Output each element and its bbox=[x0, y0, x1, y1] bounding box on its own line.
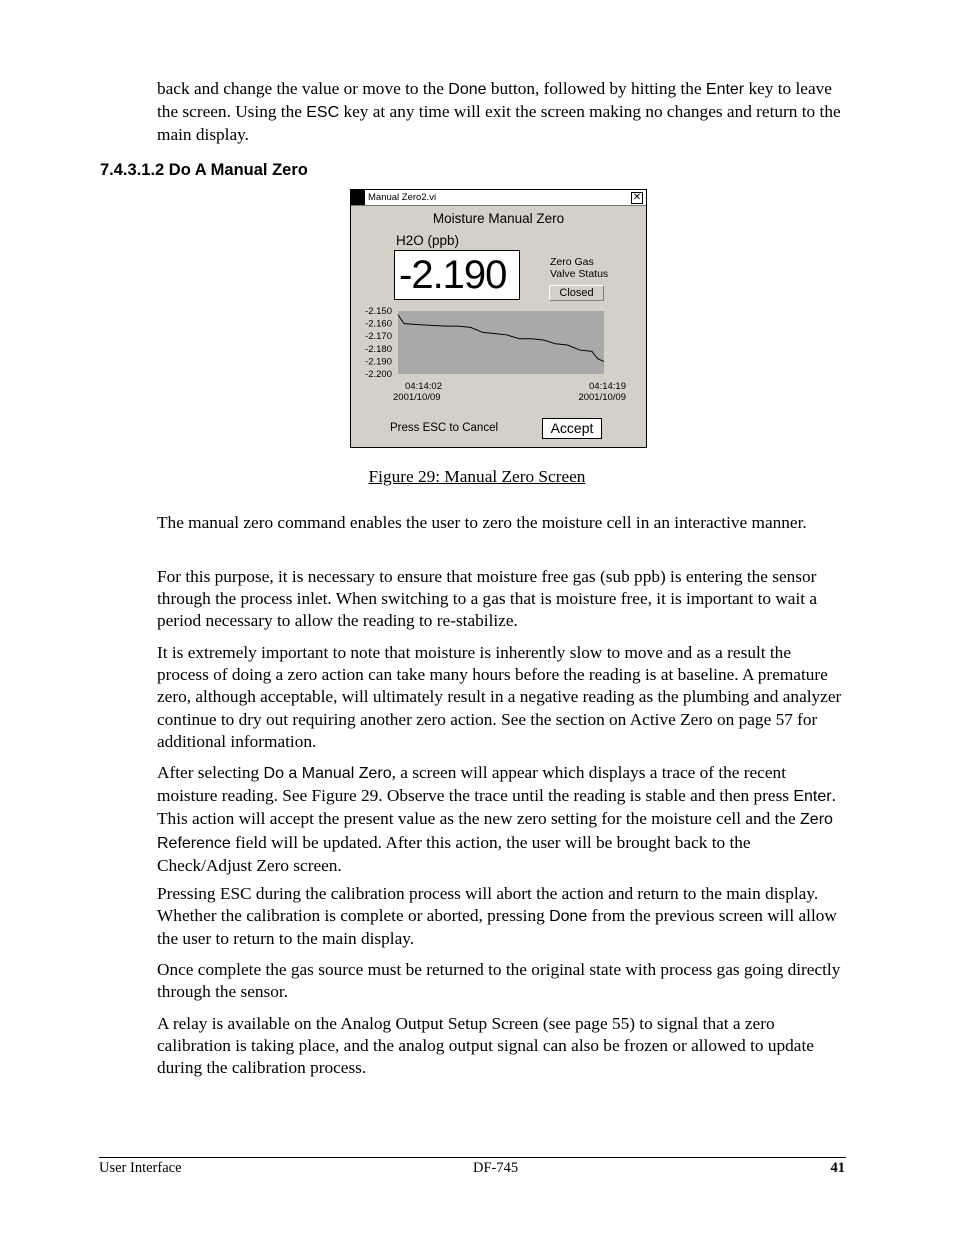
text-run: After selecting bbox=[157, 763, 264, 782]
body-paragraph-6 bbox=[157, 959, 847, 1003]
accept-button[interactable]: Accept bbox=[542, 418, 602, 439]
y-tick-label: -2.200 bbox=[365, 369, 392, 380]
text-run: Once complete the gas source must be returned to the original state with process gas going directly through the sensor. bbox=[157, 960, 841, 1002]
text-run: A relay is available on the Analog Output Setup Screen (see page 55) to signal that a zero calibration is taking place, and the analog output signal can also be frozen or allowed to update during the calibration process. bbox=[157, 1014, 814, 1078]
body-paragraph-4 bbox=[157, 762, 847, 877]
reading-display bbox=[394, 250, 520, 300]
figure-caption-wrap bbox=[0, 467, 954, 487]
text-run: button, followed by hitting the bbox=[486, 79, 706, 98]
ui-term: Enter bbox=[793, 788, 832, 806]
footer-rule bbox=[99, 1157, 846, 1158]
ui-term: Do a Manual Zero bbox=[263, 765, 392, 782]
ui-term: Zero Reference bbox=[157, 811, 833, 852]
ui-term: Enter bbox=[705, 81, 745, 98]
ui-term: Done bbox=[549, 908, 588, 926]
text-run: Pressing ESC during the calibration process will abort the action and return to the main display. Whether the calibration is complete or aborted, pressing bbox=[157, 884, 819, 926]
body-paragraph-7 bbox=[157, 1013, 847, 1080]
field-label: H2O (ppb) bbox=[396, 233, 460, 248]
body-paragraph-3 bbox=[157, 642, 847, 753]
footer-section: User Interface bbox=[99, 1160, 182, 1176]
ui-term: ESC bbox=[306, 104, 340, 122]
x-tick-time: 04:14:02 bbox=[405, 381, 442, 392]
figure-caption: Figure 29: Manual Zero Screen bbox=[368, 467, 586, 486]
text-run: back and change the value or move to the bbox=[157, 79, 449, 98]
close-icon[interactable]: ✕ bbox=[632, 192, 642, 203]
text-run: field will be updated. After this action, the user will be brought back to the Check/Adjust Zero screen. bbox=[157, 832, 751, 875]
x-tick-date: 2001/10/09 bbox=[393, 392, 441, 403]
valve-status-label-line2: Valve Status bbox=[550, 268, 609, 280]
esc-cancel-hint: Press ESC to Cancel bbox=[390, 422, 499, 434]
text-run: For this purpose, it is necessary to ensure that moisture free gas (sub ppb) is entering the sensor through the process inlet. When switching to a gas that is moisture free, it is important to wait a period necessary to allow the reading to re-stabilize. bbox=[157, 567, 818, 631]
valve-status-indicator: Closed bbox=[549, 285, 604, 301]
moisture-trend-chart bbox=[351, 304, 646, 414]
text-run: from the previous screen will allow the user to return to the main display. bbox=[157, 906, 837, 949]
intro-paragraph bbox=[157, 78, 847, 147]
y-tick-label: -2.150 bbox=[365, 306, 392, 317]
valve-status-label-line1: Zero Gas bbox=[550, 256, 594, 268]
ui-term: Done bbox=[448, 81, 487, 98]
page-number: 41 bbox=[830, 1160, 845, 1176]
valve-status-label bbox=[550, 256, 608, 280]
y-tick-label: -2.160 bbox=[365, 318, 392, 330]
text-run: , a screen will appear which displays a trace of the recent moisture reading. See Figure 29. Observe the trace until the reading is stable and then press bbox=[157, 763, 794, 806]
section-heading: 7.4.3.1.2 Do A Manual Zero bbox=[100, 161, 308, 179]
manual-zero-dialog bbox=[350, 189, 647, 448]
footer-doc-id: DF-745 bbox=[473, 1160, 519, 1176]
y-tick-label: -2.190 bbox=[365, 356, 392, 368]
body-paragraph-5 bbox=[157, 883, 847, 951]
window-menu-icon[interactable] bbox=[351, 190, 365, 205]
dialog-title: Manual Zero2.vi bbox=[368, 192, 437, 203]
text-run: The manual zero command enables the user to zero the moisture cell in an interactive manner. bbox=[157, 513, 807, 532]
body-paragraph-2 bbox=[157, 566, 847, 633]
body-paragraph-1 bbox=[157, 512, 847, 534]
plot-area bbox=[398, 311, 604, 374]
text-run: key at any time will exit the screen making no changes and return to the main display. bbox=[157, 102, 841, 145]
text-run: key to leave the screen. Using the bbox=[157, 79, 832, 122]
y-tick-label: -2.180 bbox=[365, 343, 392, 355]
y-tick-label: -2.170 bbox=[365, 331, 392, 343]
x-tick-date: 2001/10/09 bbox=[578, 392, 626, 403]
text-run: . This action will accept the present value as the new zero setting for the moisture cell and the bbox=[157, 786, 836, 829]
x-tick-time: 04:14:19 bbox=[589, 381, 626, 392]
text-run: It is extremely important to note that moisture is inherently slow to move and as a result the process of doing a zero action can take many hours before the reading is at baseline. A premature zero, although acceptable, will ultimately result in a negative reading as the plumbing and analyzer continue to dry out requiring another zero action. See the section on Active Zero on page 57 for additional information. bbox=[157, 643, 842, 751]
dialog-title-bar bbox=[351, 190, 646, 206]
reading-value: -2.190 bbox=[399, 253, 507, 297]
dialog-header: Moisture Manual Zero bbox=[432, 211, 565, 226]
